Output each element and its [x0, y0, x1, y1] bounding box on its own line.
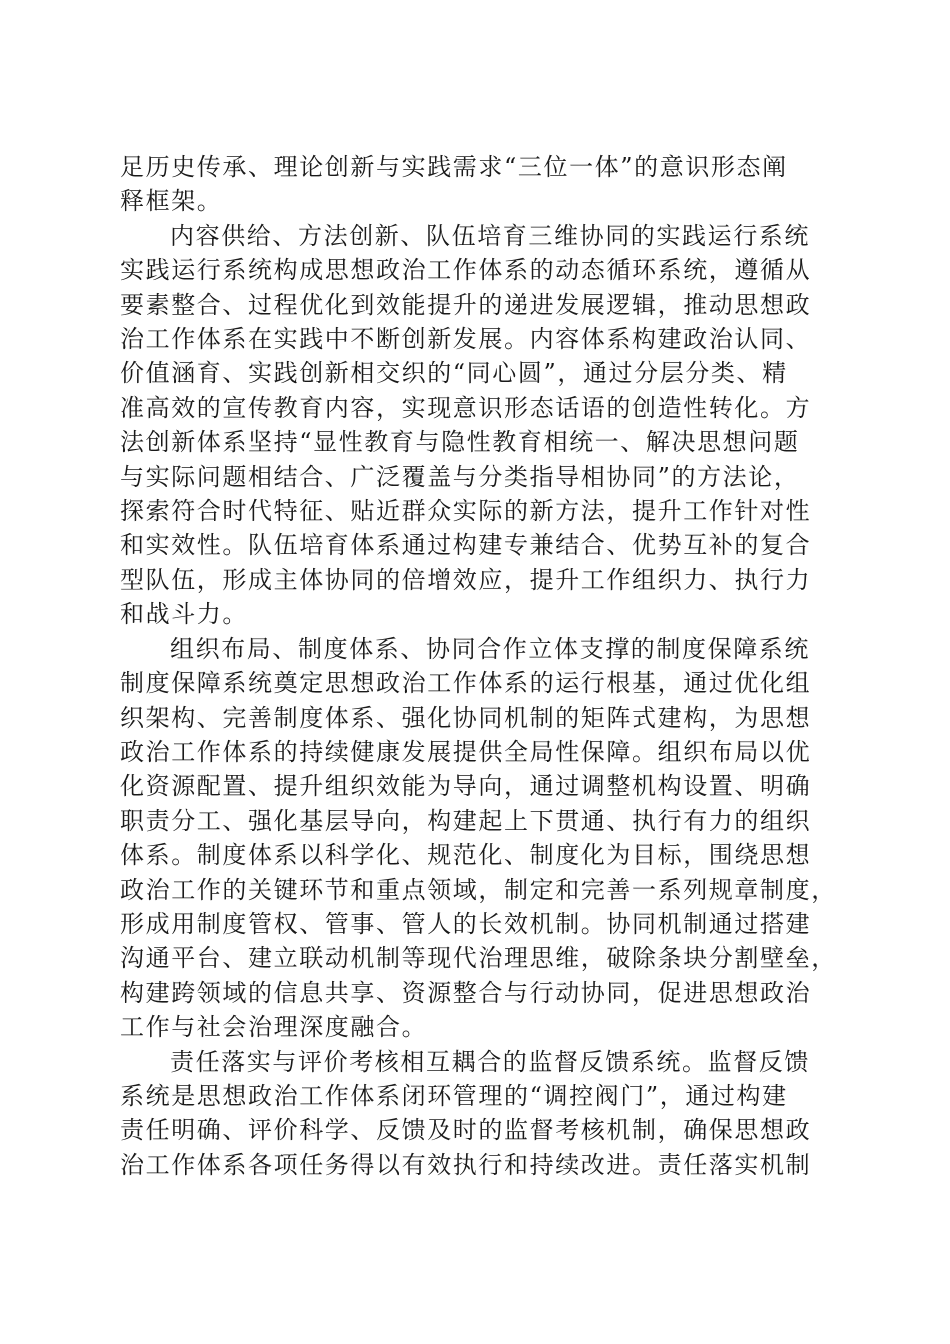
text-line: 责任落实与评价考核相互耦合的监督反馈系统。监督反馈 [170, 1047, 810, 1076]
text-line: 责任明确、评价科学、反馈及时的监督考核机制，确保思想政 [120, 1116, 812, 1145]
section-practice-system [120, 219, 832, 632]
text-line: 体系。制度体系以科学化、规范化、制度化为目标，围绕思想 [120, 841, 812, 870]
text-line: 沟通平台、建立联动机制等现代治理思维，破除条块分割壁垒， [120, 944, 837, 973]
section-supervision-system [120, 1045, 832, 1183]
text-line: 探索符合时代特征、贴近群众实际的新方法，提升工作针对性 [120, 497, 812, 526]
text-line: 法创新体系坚持“显性教育与隐性教育相统一、解决思想问题 [120, 428, 800, 457]
text-line: 型队伍，形成主体协同的倍增效应，提升工作组织力、执行力 [120, 565, 812, 594]
text-line: 价值涵育、实践创新相交织的“同心圆”，通过分层分类、精 [120, 359, 788, 388]
document-body [120, 150, 837, 1182]
text-line: 工作与社会治理深度融合。 [120, 1013, 428, 1042]
text-line: 职责分工、强化基层导向，构建起上下贯通、执行有力的组织 [120, 806, 812, 835]
section-heading: 内容供给、方法创新、队伍培育三维协同的实践运行系统 [170, 221, 810, 250]
text-line: 和实效性。队伍培育体系通过构建专兼结合、优势互补的复合 [120, 531, 812, 560]
text-line: 治工作体系各项任务得以有效执行和持续改进。责任落实机制 [120, 1150, 812, 1179]
text-line: 织架构、完善制度体系、强化协同机制的矩阵式建构，为思想 [120, 703, 812, 732]
text-line: 政治工作的关键环节和重点领域，制定和完善一系列规章制度， [120, 875, 837, 904]
continued-paragraph [120, 150, 832, 219]
text-line: 政治工作体系的持续健康发展提供全局性保障。组织布局以优 [120, 737, 812, 766]
section-institutional-system [120, 632, 837, 1045]
text-line: 治工作体系在实践中不断创新发展。内容体系构建政治认同、 [120, 325, 812, 354]
text-line: 系统是思想政治工作体系闭环管理的“调控阀门”，通过构建 [120, 1081, 788, 1110]
text-line: 化资源配置、提升组织效能为导向，通过调整机构设置、明确 [120, 772, 812, 801]
text-line: 释框架。 [120, 187, 223, 216]
text-line: 实践运行系统构成思想政治工作体系的动态循环系统，遵循从 [120, 256, 812, 285]
text-line: 制度保障系统奠定思想政治工作体系的运行根基，通过优化组 [120, 669, 812, 698]
text-line: 和战斗力。 [120, 600, 248, 629]
text-line: 与实际问题相结合、广泛覆盖与分类指导相协同”的方法论， [120, 462, 800, 491]
section-heading: 组织布局、制度体系、协同合作立体支撑的制度保障系统 [170, 634, 810, 663]
text-line: 要素整合、过程优化到效能提升的递进发展逻辑，推动思想政 [120, 290, 812, 319]
text-line: 足历史传承、理论创新与实践需求“三位一体”的意识形态阐 [120, 153, 788, 181]
text-line: 形成用制度管权、管事、管人的长效机制。协同机制通过搭建 [120, 909, 812, 938]
text-line: 准高效的宣传教育内容，实现意识形态话语的创造性转化。方 [120, 393, 812, 422]
text-line: 构建跨领域的信息共享、资源整合与行动协同，促进思想政治 [120, 978, 812, 1007]
